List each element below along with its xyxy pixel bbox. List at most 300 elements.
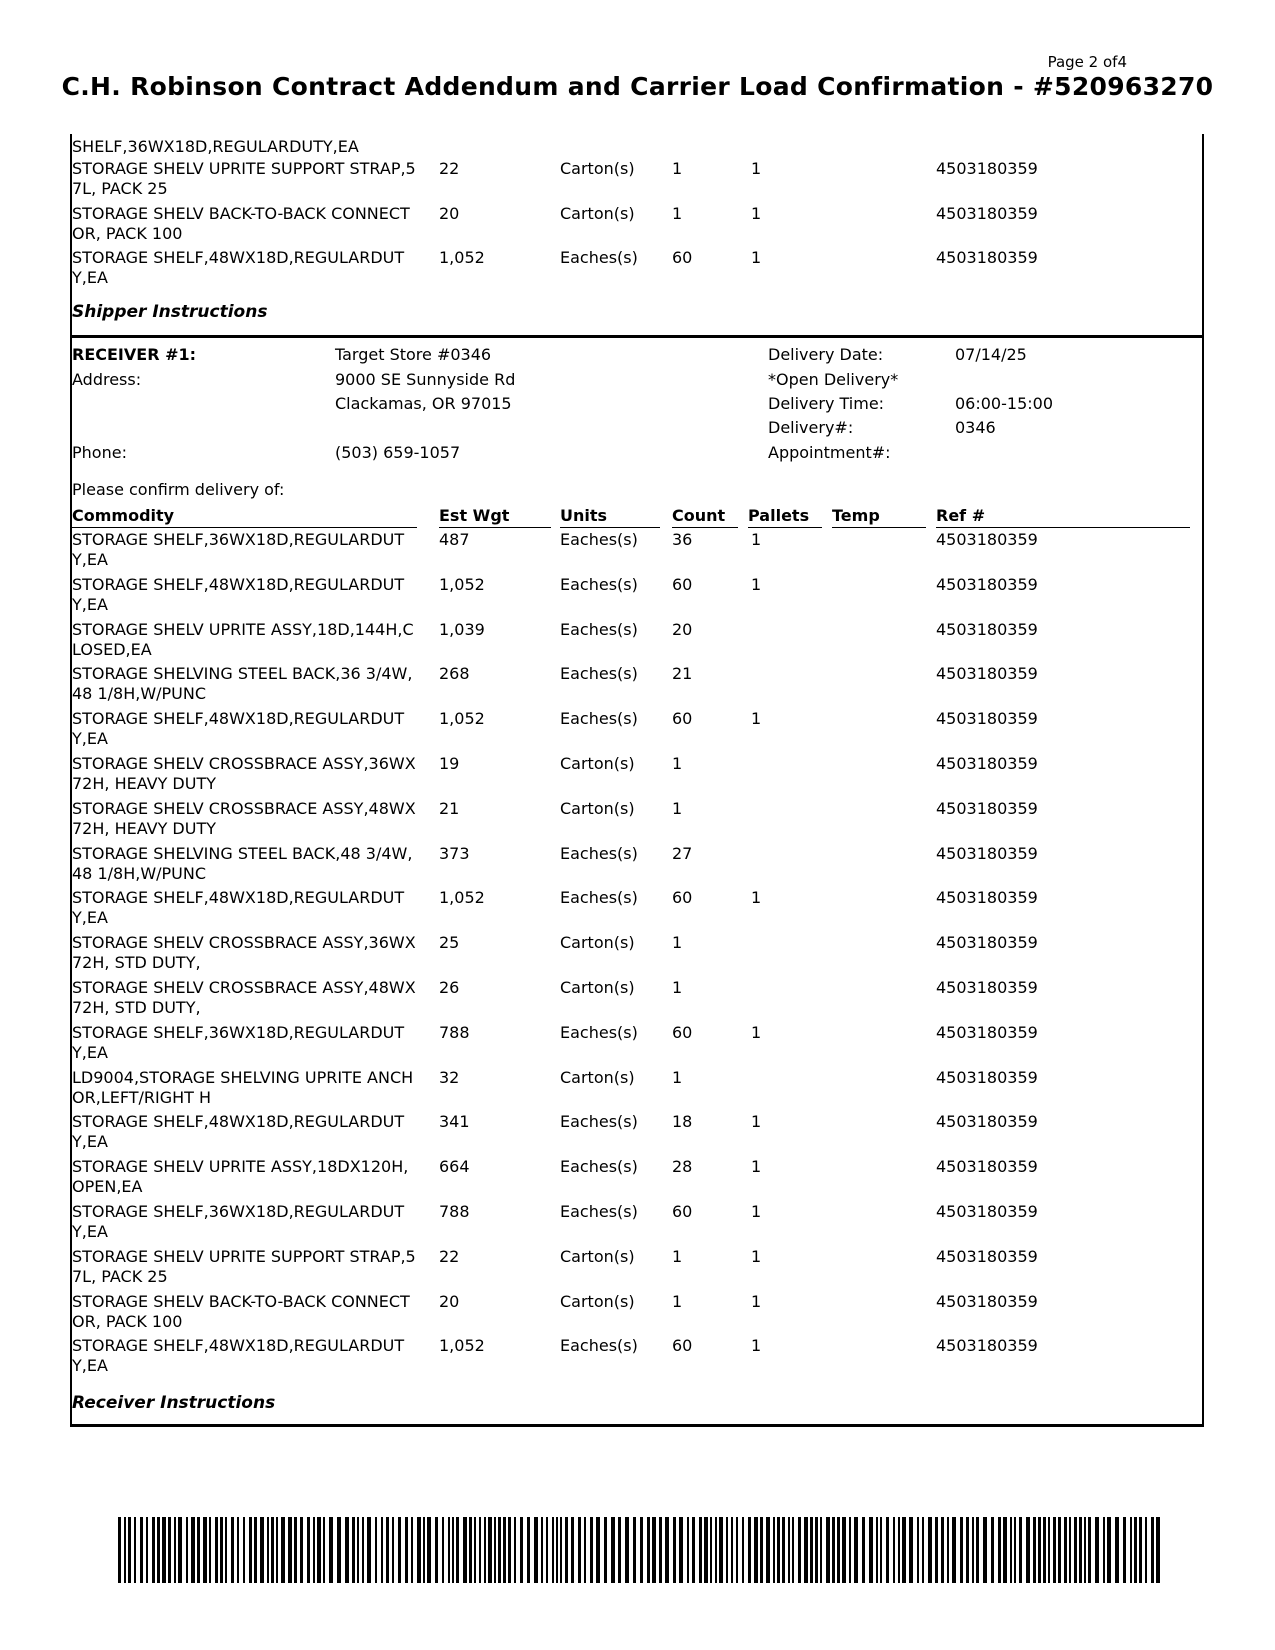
barcode-bar [381,1517,383,1583]
barcode-bar [792,1517,794,1583]
pallets-cell: 1 [751,530,762,549]
barcode-bar [508,1517,511,1583]
pallets-cell: 1 [751,1022,762,1042]
commodity-cell: LD9004,STORAGE SHELVING UPRITE ANCHOR,LEFT/RIGHT H [72,1067,414,1107]
barcode-bar [398,1517,401,1583]
phone-label: Phone: [72,443,127,462]
barcode-bar [435,1517,438,1583]
commodity-cell: STORAGE SHELF,36WX18D,REGULARDUTY,EA [72,1022,405,1062]
commodity-cell: STORAGE SHELVING STEEL BACK,48 3/4W,48 1/8H,W/PUNC [72,843,413,883]
ref-cell: 4503180359 [936,798,1038,818]
count-cell: 1 [672,754,683,773]
count-cell: 60 [672,1022,693,1042]
barcode-bar [209,1517,211,1583]
barcode-bar [947,1517,949,1583]
barcode-bar [1058,1517,1061,1583]
commodity-cell: STORAGE SHELV CROSSBRACE ASSY,36WX72H, STD DUTY, [72,933,416,973]
count-cell: 27 [672,843,693,863]
pallets-cell: 1 [751,1157,762,1177]
weight-cell: 1,052 [439,1336,485,1356]
units-cell: Eaches(s) [560,664,638,684]
units-cell: Eaches(s) [560,619,638,639]
barcode-bar [469,1517,472,1583]
barcode-bar [815,1517,818,1583]
barcode-bar [294,1517,297,1583]
page-number: Page 2 of4 [1047,53,1127,71]
barcode-bar [254,1517,257,1583]
barcode-bar [118,1517,121,1583]
address-line1: 9000 SE Sunnyside Rd [335,370,516,389]
barcode-bar [862,1517,865,1583]
table-row [72,530,1198,574]
commodity-cell: STORAGE SHELF,48WX18D,REGULARDUTY,EA [72,709,405,749]
table-row [72,664,1198,708]
address-line2: Clackamas, OR 97015 [335,394,512,413]
barcode-bar [168,1517,171,1583]
ref-cell: 4503180359 [936,1022,1038,1042]
units-cell: Carton(s) [560,978,635,997]
count-cell: 1 [672,1291,683,1311]
barcode-bar [442,1517,444,1583]
barcode-bar [313,1517,315,1583]
pallets-cell: 1 [751,1246,762,1266]
receiver-instructions-label: Receiver Instructions [72,1393,276,1413]
barcode-bar [1123,1517,1126,1583]
ref-cell: 4503180359 [936,754,1038,773]
table-row [72,888,1198,932]
count-cell: 60 [672,1202,693,1221]
barcode-bar [766,1517,770,1583]
barcode-bar [362,1517,364,1583]
barcode-bar [392,1517,394,1583]
barcode-bar [237,1517,239,1583]
ref-cell: 4503180359 [936,1291,1038,1311]
barcode-bar [983,1517,987,1583]
barcode-bar [773,1517,775,1583]
barcode-bar [902,1517,906,1583]
barcode-bar [960,1517,963,1583]
units-cell: Eaches(s) [560,843,638,863]
barcode-bar [552,1517,554,1583]
table-row [72,1247,1198,1291]
table-row [72,754,1198,798]
header-est-wgt: Est Wgt [439,506,551,528]
barcode-bar [307,1517,310,1583]
table-row [72,1112,1198,1156]
barcode-bar [1156,1517,1160,1583]
barcode-bar [798,1517,801,1583]
barcode-bar [220,1517,223,1583]
barcode-bar [288,1517,292,1583]
barcode-bar [604,1517,607,1583]
weight-cell: 20 [439,203,460,223]
barcode-bar [541,1517,543,1583]
barcode-bar [854,1517,858,1583]
barcode-bar [1019,1517,1022,1583]
weight-cell: 788 [439,1022,470,1042]
weight-cell: 22 [439,1246,460,1266]
table-row [72,978,1198,1022]
barcode-bar [788,1517,790,1583]
barcode-bar [611,1517,615,1583]
barcode-bar [869,1517,873,1583]
pallets-cell: 1 [751,1291,762,1311]
barcode-bar [880,1517,882,1583]
delivery-time-label: Delivery Time: [768,394,885,413]
commodity-cell: STORAGE SHELVING STEEL BACK,36 3/4W,48 1/8H,W/PUNC [72,664,413,704]
barcode-bar [1064,1517,1067,1583]
barcode-bar [128,1517,131,1583]
barcode-bar [452,1517,454,1583]
barcode-bar [1095,1517,1099,1583]
barcode-bar [687,1517,689,1583]
barcode-bar [197,1517,200,1583]
barcode-bar [146,1517,148,1583]
barcode-bar [584,1517,586,1583]
delivery-time-value: 06:00-15:00 [955,394,1053,413]
count-cell: 1 [672,798,683,818]
ref-cell: 4503180359 [936,619,1038,639]
barcode-bar [935,1517,938,1583]
units-cell: Eaches(s) [560,1157,638,1177]
table-row [72,159,1198,203]
barcode-bar [276,1517,278,1583]
barcode-bar [941,1517,944,1583]
barcode-bar [375,1517,377,1583]
barcode-bar [357,1517,359,1583]
barcode-bar [271,1517,274,1583]
document-title: C.H. Robinson Contract Addendum and Carrier Load Confirmation - #520963270 [61,72,1214,101]
barcode-bar [134,1517,136,1583]
barcode-bar [1134,1517,1137,1583]
open-delivery-note: *Open Delivery* [768,370,899,389]
barcode-bar [249,1517,252,1583]
count-cell: 60 [672,1336,693,1356]
barcode-bar [520,1517,523,1583]
barcode-bar [736,1517,738,1583]
barcode-bar [503,1517,506,1583]
weight-cell: 19 [439,754,460,773]
appointment-label: Appointment#: [768,443,891,462]
phone-value: (503) 659-1057 [335,443,461,462]
units-cell: Eaches(s) [560,709,638,729]
barcode-bar [886,1517,889,1583]
barcode-bar [1043,1517,1046,1583]
barcode-bar [162,1517,166,1583]
commodity-cell: STORAGE SHELV CROSSBRACE ASSY,48WX72H, HEAVY DUTY [72,798,416,838]
barcode-bar [514,1517,516,1583]
commodity-cell: STORAGE SHELV BACK-TO-BACK CONNECTOR, PACK 100 [72,203,410,243]
barcode-bar [267,1517,269,1583]
commodity-cell: STORAGE SHELV UPRITE SUPPORT STRAP,57L, PACK 25 [72,1246,416,1286]
barcode-bar [618,1517,621,1583]
ref-cell: 4503180359 [936,843,1038,863]
barcode-bar [760,1517,763,1583]
barcode-bar [976,1517,979,1583]
units-cell: Carton(s) [560,203,635,223]
units-cell: Carton(s) [560,1246,635,1266]
units-cell: Carton(s) [560,1291,635,1311]
units-cell: Eaches(s) [560,1112,638,1132]
commodity-cell: STORAGE SHELF,48WX18D,REGULARDUTY,EA [72,248,405,287]
barcode-bar [754,1517,758,1583]
commodity-cell: STORAGE SHELF,48WX18D,REGULARDUTY,EA [72,888,405,928]
barcode-bar [640,1517,643,1583]
barcode-bar [463,1517,467,1583]
units-cell: Carton(s) [560,933,635,953]
barcode-bar [742,1517,744,1583]
barcode-bar [898,1517,900,1583]
weight-cell: 788 [439,1202,470,1221]
barcode-bar [405,1517,408,1583]
commodity-cell: STORAGE SHELV UPRITE ASSY,18DX120H,OPEN,EA [72,1157,409,1197]
count-cell: 36 [672,530,693,549]
barcode-bar [998,1517,1001,1583]
barcode-bar [952,1517,956,1583]
barcode-bar [157,1517,160,1583]
barcode-bar [1069,1517,1071,1583]
barcode-bar [1048,1517,1050,1583]
units-cell: Eaches(s) [560,574,638,594]
table-row [72,620,1198,664]
pallets-cell: 1 [751,159,762,178]
barcode-bar [590,1517,593,1583]
ref-cell: 4503180359 [936,933,1038,953]
barcode-bar [679,1517,683,1583]
confirm-delivery-text: Please confirm delivery of: [72,480,285,499]
ref-cell: 4503180359 [936,1067,1038,1087]
barcode-bar [300,1517,303,1583]
barcode-bar [652,1517,656,1583]
barcode-bar [647,1517,650,1583]
ref-cell: 4503180359 [936,1336,1038,1356]
barcode-bar [1130,1517,1132,1583]
barcode-bar [417,1517,421,1583]
barcode-bar [225,1517,227,1583]
barcode-bar [692,1517,695,1583]
commodity-cell: STORAGE SHELV CROSSBRACE ASSY,36WX72H, HEAVY DUTY [72,754,416,793]
weight-cell: 1,052 [439,574,485,594]
ref-cell: 4503180359 [936,203,1038,223]
barcode-bar [498,1517,501,1583]
table-row [72,933,1198,977]
delivery-number-value: 0346 [955,418,996,437]
barcode-bar [596,1517,600,1583]
barcode-bar [281,1517,285,1583]
barcode-bar [710,1517,712,1583]
ref-cell: 4503180359 [936,1157,1038,1177]
commodity-cell: STORAGE SHELF,48WX18D,REGULARDUTY,EA [72,1112,405,1152]
ref-cell: 4503180359 [936,530,1038,549]
table-row [72,1157,1198,1201]
commodity-cell: STORAGE SHELF,48WX18D,REGULARDUTY,EA [72,1336,405,1376]
barcode-bar [699,1517,702,1583]
barcode-bar [203,1517,207,1583]
barcode-bar [534,1517,538,1583]
barcode-bar [556,1517,558,1583]
table-row [72,575,1198,619]
barcode-bar [804,1517,808,1583]
barcode-bar [565,1517,568,1583]
barcode-bar [215,1517,218,1583]
header-count: Count [672,506,738,528]
weight-cell: 268 [439,664,470,684]
barcode-bar [317,1517,321,1583]
count-cell: 60 [672,709,693,729]
barcode-bar [876,1517,878,1583]
barcode-bar [726,1517,728,1583]
table-row [72,1292,1198,1336]
units-cell: Eaches(s) [560,530,638,549]
table-row [72,1336,1198,1380]
delivery-date-label: Delivery Date: [768,345,884,364]
barcode-bar [991,1517,994,1583]
barcode-bar [820,1517,822,1583]
barcode-bar [494,1517,496,1583]
barcode-bar [488,1517,492,1583]
barcode-bar [124,1517,126,1583]
header-pallets: Pallets [748,506,822,528]
barcode-bar [1084,1517,1086,1583]
barcode-bar [427,1517,431,1583]
delivery-date-value: 07/14/25 [955,345,1027,364]
barcode-bar [456,1517,459,1583]
barcode-bar [345,1517,349,1583]
barcode-bar [625,1517,629,1583]
weight-cell: 32 [439,1067,460,1087]
units-cell: Carton(s) [560,1067,635,1087]
weight-cell: 1,052 [439,709,485,729]
barcode-bar [1151,1517,1154,1583]
barcode-bar [633,1517,636,1583]
barcode-bar [231,1517,234,1583]
barcode-bar [893,1517,895,1583]
barcode-bar [1053,1517,1056,1583]
barcode-bar [186,1517,188,1583]
ref-cell: 4503180359 [936,1112,1038,1132]
receiver-label: RECEIVER #1: [72,345,197,364]
ref-cell: 4503180359 [936,709,1038,729]
table-row [72,248,1198,292]
ref-cell: 4503180359 [936,978,1038,997]
barcode-bar [337,1517,341,1583]
ref-cell: 4503180359 [936,159,1038,178]
table-row [72,799,1198,843]
pallets-cell: 1 [751,709,762,729]
units-cell: Carton(s) [560,798,635,818]
barcode-bar [1115,1517,1119,1583]
barcode-bar [659,1517,662,1583]
barcode-bar [1107,1517,1111,1583]
barcode-bar [571,1517,574,1583]
barcode-bar [367,1517,371,1583]
table-row [72,1023,1198,1067]
weight-cell: 26 [439,978,460,997]
barcode-bar [748,1517,751,1583]
barcode-bar [527,1517,530,1583]
barcode-bar [1014,1517,1016,1583]
count-cell: 18 [672,1112,693,1132]
barcode-bar [152,1517,155,1583]
barcode-bar [719,1517,723,1583]
barcode-bar [966,1517,969,1583]
barcode-bar [782,1517,785,1583]
ref-cell: 4503180359 [936,248,1038,267]
carryover-line: SHELF,36WX18D,REGULARDUTY,EA [72,137,359,156]
barcode-bar [972,1517,974,1583]
commodity-cell: STORAGE SHELV CROSSBRACE ASSY,48WX72H, STD DUTY, [72,978,416,1017]
weight-cell: 25 [439,933,460,953]
commodity-cell: STORAGE SHELF,36WX18D,REGULARDUTY,EA [72,530,405,569]
barcode-bar [665,1517,669,1583]
pallets-cell: 1 [751,248,762,267]
count-cell: 28 [672,1157,693,1177]
ref-cell: 4503180359 [936,1202,1038,1221]
barcode-bar [260,1517,264,1583]
barcode-bar [1103,1517,1105,1583]
count-cell: 1 [672,978,683,997]
units-cell: Eaches(s) [560,1022,638,1042]
weight-cell: 22 [439,159,460,178]
weight-cell: 341 [439,1112,470,1132]
ref-cell: 4503180359 [936,664,1038,684]
header-temp: Temp [832,506,926,528]
ref-cell: 4503180359 [936,574,1038,594]
barcode-bar [484,1517,486,1583]
barcode-bar [1033,1517,1036,1583]
barcode-bar [917,1517,919,1583]
barcode-bar [560,1517,562,1583]
barcode-bar [1145,1517,1147,1583]
barcode-bar [832,1517,835,1583]
barcode-bar [1088,1517,1091,1583]
units-cell: Eaches(s) [560,888,638,908]
ref-cell: 4503180359 [936,1246,1038,1266]
table-row [72,204,1198,248]
weight-cell: 664 [439,1157,470,1177]
commodity-cell: STORAGE SHELV UPRITE ASSY,18D,144H,CLOSED,EA [72,619,414,659]
weight-cell: 487 [439,530,470,549]
barcode-bar [423,1517,425,1583]
count-cell: 60 [672,248,693,267]
weight-cell: 21 [439,798,460,818]
barcode-bar [1139,1517,1142,1583]
commodity-cell: STORAGE SHELF,36WX18D,REGULARDUTY,EA [72,1202,405,1241]
barcode-bar [178,1517,182,1583]
barcode-bar [731,1517,733,1583]
receiver-name: Target Store #0346 [335,345,492,364]
header-units: Units [560,506,660,528]
barcode-bar [922,1517,924,1583]
barcode-bar [1074,1517,1077,1583]
weight-cell: 1,039 [439,619,485,639]
commodity-cell: STORAGE SHELF,48WX18D,REGULARDUTY,EA [72,574,405,614]
barcode-bar [191,1517,195,1583]
barcode-bar [578,1517,581,1583]
barcode-bar [174,1517,176,1583]
barcode-bar [909,1517,913,1583]
pallets-cell: 1 [751,203,762,223]
weight-cell: 20 [439,1291,460,1311]
barcode-bar [448,1517,450,1583]
commodity-cell: STORAGE SHELV BACK-TO-BACK CONNECTOR, PACK 100 [72,1291,410,1331]
table-row [72,1202,1198,1246]
commodity-cell: STORAGE SHELV UPRITE SUPPORT STRAP,57L, PACK 25 [72,159,416,198]
barcode-bar [715,1517,717,1583]
weight-cell: 373 [439,843,470,863]
barcode-bar [849,1517,851,1583]
pallets-cell: 1 [751,1336,762,1356]
